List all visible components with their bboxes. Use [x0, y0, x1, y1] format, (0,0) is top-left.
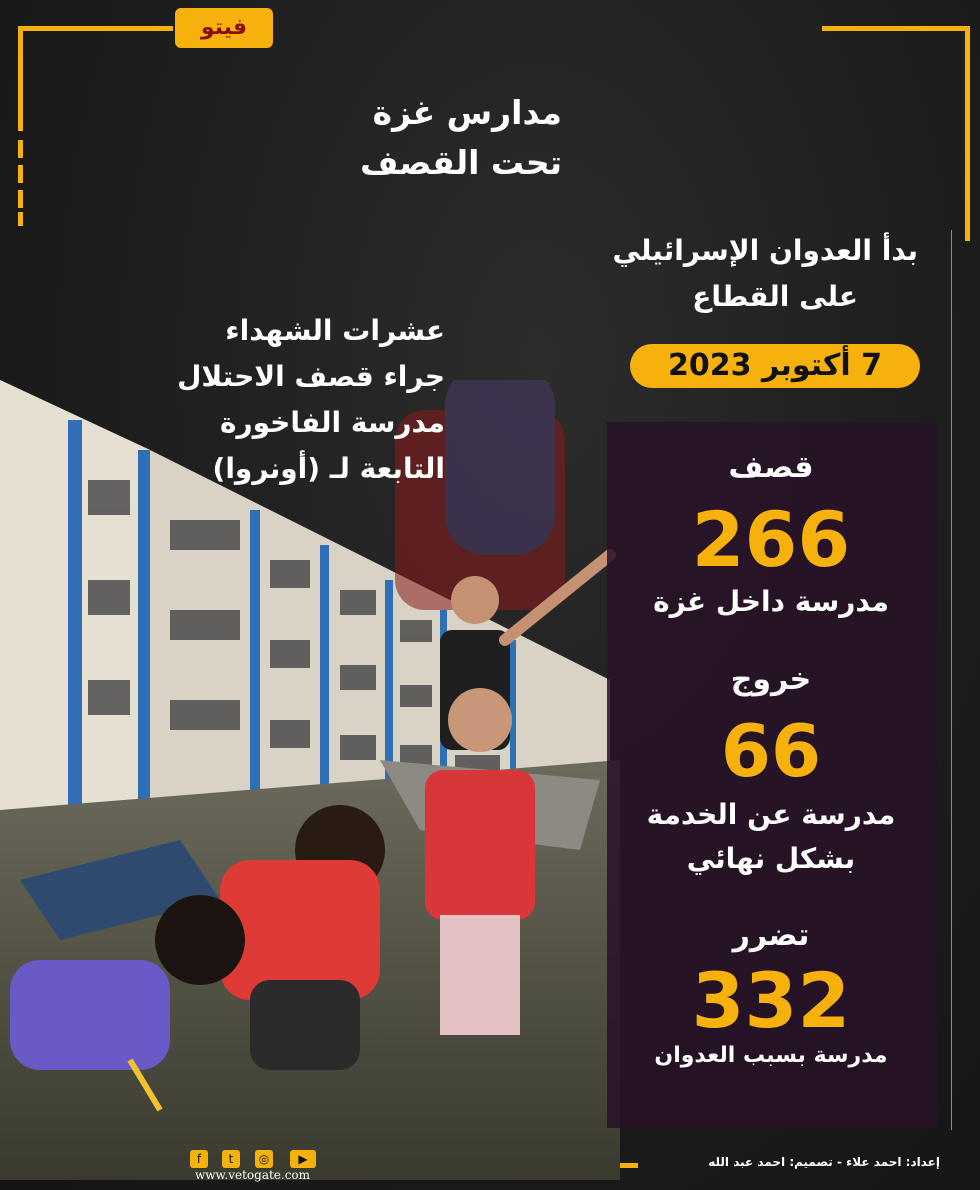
- title-line-2: تحت القصف: [360, 143, 562, 182]
- martyrs-line-2: جراء قصف الاحتلال: [177, 360, 445, 393]
- twitter-icon[interactable]: t: [222, 1150, 240, 1168]
- stat-3-value: 332: [691, 956, 851, 1045]
- intro-line-1: بدأ العدوان الإسرائيلي: [612, 234, 918, 267]
- stat-2-caption-line-1: مدرسة عن الخدمة: [646, 798, 896, 831]
- intro-line-2: على القطاع: [692, 280, 858, 313]
- stat-2-caption-line-2: بشكل نهائي: [686, 842, 856, 875]
- frame-top-right-bar: [822, 26, 970, 31]
- brand-logo: فيتو: [175, 8, 273, 48]
- frame-left-dash-4: [18, 212, 23, 226]
- stat-2-heading: خروج: [730, 662, 812, 697]
- facebook-icon[interactable]: f: [190, 1150, 208, 1168]
- stat-3-heading: تضرر: [732, 918, 810, 953]
- frame-right-thin-line: [951, 230, 952, 1130]
- page-title: [262, 88, 562, 188]
- martyrs-line-1: عشرات الشهداء: [225, 314, 445, 347]
- stat-2-value: 66: [720, 709, 822, 793]
- website-link[interactable]: www.vetogate.com: [195, 1168, 311, 1182]
- frame-left-dash-3: [18, 190, 23, 208]
- date-badge: 7 أكتوبر 2023: [630, 344, 920, 388]
- stat-1-caption: مدرسة داخل غزة: [653, 585, 889, 618]
- school-photo: [0, 380, 620, 1180]
- frame-top-left-bar: [18, 26, 173, 31]
- youtube-icon[interactable]: ▶: [290, 1150, 316, 1168]
- martyrs-text: [115, 308, 445, 492]
- martyrs-line-4: التابعة لـ (أونروا): [212, 452, 445, 485]
- frame-right-bar: [965, 26, 970, 241]
- martyrs-line-3: مدرسة الفاخورة: [219, 406, 445, 439]
- title-line-1: مدارس غزة: [372, 93, 562, 132]
- credits-text: إعداد: احمد علاء - تصميم: احمد عبد الله: [708, 1155, 940, 1169]
- stat-1-value: 266: [691, 495, 851, 584]
- instagram-icon[interactable]: ◎: [255, 1150, 273, 1168]
- frame-left-dash-1: [18, 140, 23, 158]
- frame-left-bar: [18, 26, 23, 131]
- intro-text: [518, 228, 918, 320]
- frame-left-dash-2: [18, 165, 23, 183]
- stat-1-heading: قصف: [728, 450, 814, 485]
- stat-3-caption: مدرسة بسبب العدوان: [654, 1043, 888, 1068]
